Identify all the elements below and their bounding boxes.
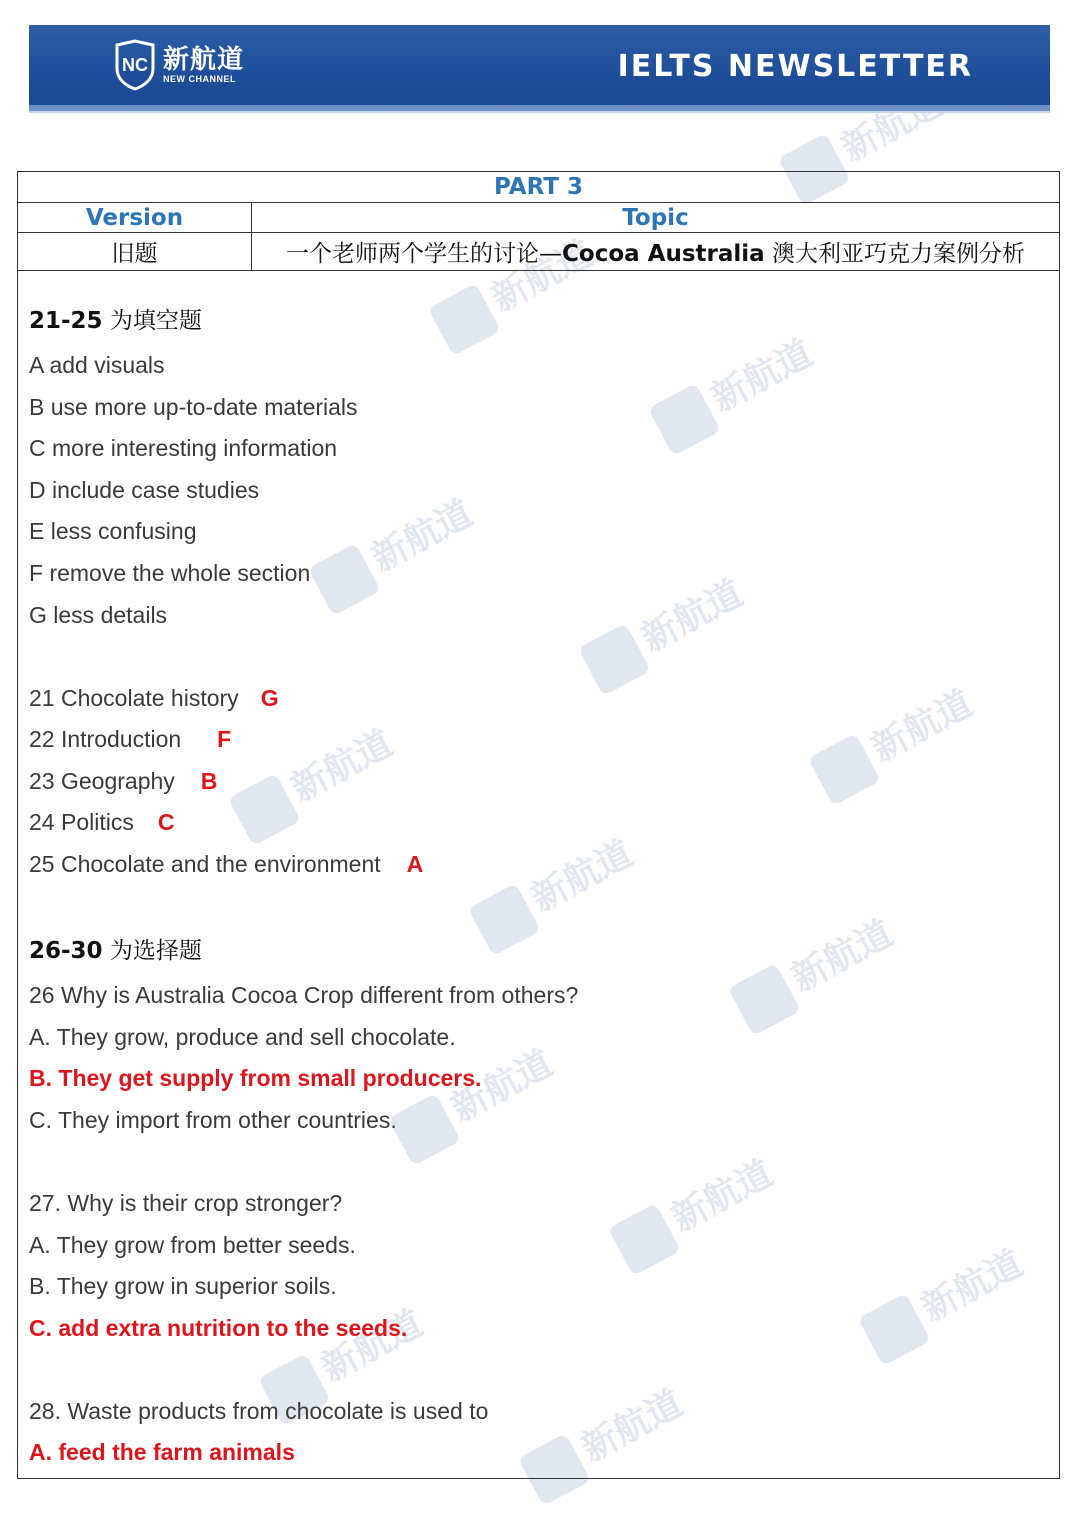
col-topic-header: Topic: [622, 204, 689, 231]
svg-text:新航道: 新航道: [664, 1152, 780, 1240]
brand-logo: [113, 39, 244, 91]
svg-text:NC: NC: [122, 55, 148, 75]
svg-text:新航道: 新航道: [834, 82, 950, 170]
option-item: A add visuals: [29, 352, 165, 378]
choice-option: B. They grow in superior soils.: [29, 1273, 337, 1299]
table-row-part: [18, 172, 1059, 203]
svg-text:新航道: 新航道: [524, 832, 640, 920]
answer-letter: C: [157, 809, 175, 835]
answer-letter: G: [260, 685, 279, 711]
topic-value: [286, 235, 1025, 268]
fill-item: 22 Introduction F: [29, 726, 232, 752]
option-item: G less details: [29, 602, 168, 628]
correct-choice: B. They get supply from small producers.: [29, 1065, 482, 1091]
correct-choice: A. feed the farm animals: [29, 1439, 295, 1465]
fill-item: 24 Politics C: [29, 809, 175, 835]
option-item: C more interesting information: [29, 435, 338, 461]
table-header-row: [18, 203, 1059, 233]
logo-english-text: NEW CHANNEL: [163, 73, 236, 84]
fill-item: 25 Chocolate and the environment A: [29, 851, 424, 877]
option-item: F remove the whole section: [29, 560, 311, 586]
svg-text:新航道: 新航道: [914, 1242, 1030, 1330]
svg-text:新航道: 新航道: [484, 232, 600, 320]
svg-text:新航道: 新航道: [634, 572, 750, 660]
svg-text:新航道: 新航道: [574, 1382, 690, 1470]
version-value: 旧题: [111, 241, 158, 267]
svg-text:新航道: 新航道: [364, 492, 480, 580]
svg-text:新航道: 新航道: [444, 1042, 560, 1130]
logo-chinese-text: 新航道: [163, 44, 245, 75]
nc-shield-icon: [113, 39, 157, 91]
question-text: 27. Why is their crop stronger?: [29, 1190, 343, 1216]
section-heading-fill: 21-25 为填空题: [29, 308, 202, 334]
choice-option: A. They grow, produce and sell chocolate.: [29, 1024, 456, 1050]
fill-item: 23 Geography B: [29, 768, 218, 794]
option-item: D include case studies: [29, 477, 260, 503]
choice-option: C. They import from other countries.: [29, 1107, 397, 1133]
question-text: 26 Why is Australia Cocoa Crop different from others?: [29, 982, 579, 1008]
option-item: B use more up-to-date materials: [29, 394, 358, 420]
svg-text:新航道: 新航道: [704, 332, 820, 420]
newsletter-title: IELTS NEWSLETTER: [617, 49, 973, 84]
choice-option: A. They grow from better seeds.: [29, 1232, 356, 1258]
svg-text:新航道: 新航道: [284, 722, 400, 810]
answer-letter: A: [406, 851, 424, 877]
svg-text:新航道: 新航道: [784, 912, 900, 1000]
option-item: E less confusing: [29, 518, 197, 544]
topic-prefix: 一个老师两个学生的讨论—: [286, 241, 563, 267]
banner-stripe: [29, 105, 1050, 111]
table-data-row: [18, 233, 1059, 271]
svg-text:新航道: 新航道: [314, 1302, 430, 1390]
part-title: PART 3: [494, 174, 583, 200]
answer-letter: F: [217, 726, 232, 752]
section-heading-choice: 26-30 为选择题: [29, 938, 202, 964]
fill-item: 21 Chocolate history G: [29, 685, 279, 711]
header-banner: [29, 25, 1050, 111]
topic-bold: Cocoa Australia: [562, 241, 765, 267]
question-text: 28. Waste products from chocolate is used to: [29, 1398, 489, 1424]
topic-suffix: 澳大利亚巧克力案例分析: [764, 241, 1025, 267]
svg-text:新航道: 新航道: [864, 682, 980, 770]
answer-letter: B: [200, 768, 218, 794]
col-version-header: Version: [85, 204, 184, 231]
correct-choice: C. add extra nutrition to the seeds.: [29, 1315, 408, 1341]
